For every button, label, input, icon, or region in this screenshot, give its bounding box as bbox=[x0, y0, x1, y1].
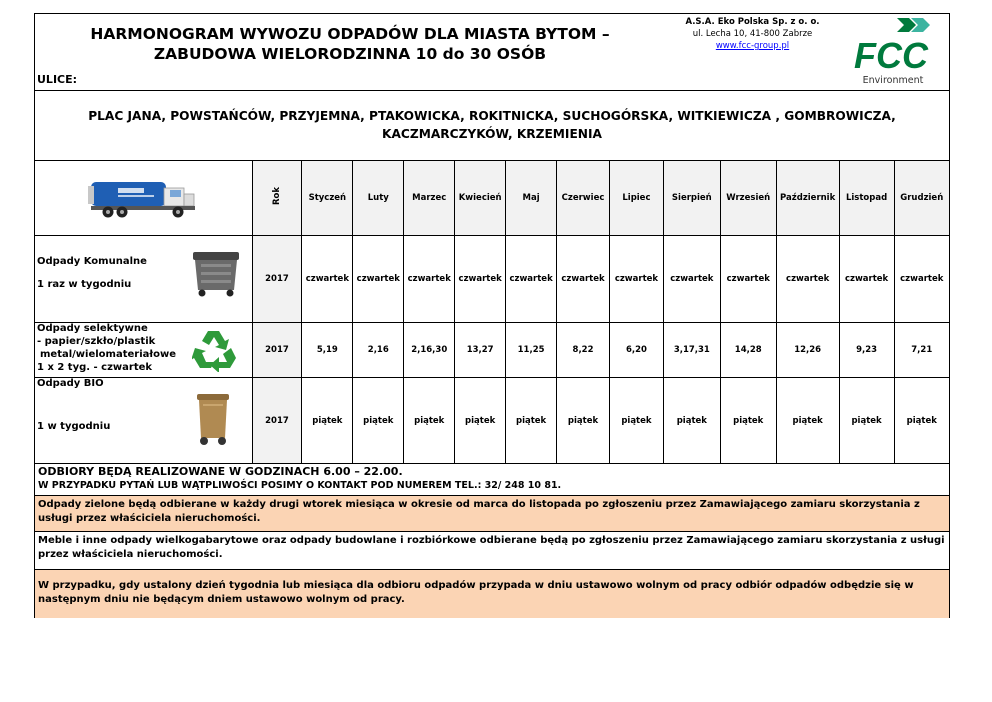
schedule-cell: piątek bbox=[776, 378, 839, 464]
schedule-cell: 11,25 bbox=[506, 323, 557, 378]
streets-line-2: KACZMARCZYKÓW, KRZEMIENIA bbox=[382, 127, 602, 141]
streets-label: ULICE: bbox=[37, 73, 78, 86]
bio-bin-icon bbox=[195, 392, 231, 446]
schedule-cell: 13,27 bbox=[455, 323, 506, 378]
schedule-cell: piątek bbox=[894, 378, 949, 464]
table-row bbox=[35, 378, 949, 464]
company-name: A.S.A. Eko Polska Sp. z o. o. bbox=[685, 17, 820, 27]
waste-bin-icon bbox=[191, 250, 241, 298]
category-title: Odpady Komunalne bbox=[37, 256, 147, 267]
category-frequency: 1 raz w tygodniu bbox=[37, 279, 132, 290]
category-cell-selektywne bbox=[35, 323, 252, 378]
schedule-cell: piątek bbox=[663, 378, 720, 464]
category-cell-komunalne bbox=[35, 236, 252, 323]
schedule-cell: piątek bbox=[455, 378, 506, 464]
year-cell: 2017 bbox=[252, 323, 302, 378]
schedule-cell: czwartek bbox=[302, 236, 353, 323]
schedule-cell: czwartek bbox=[663, 236, 720, 323]
month-header: Czerwiec bbox=[557, 161, 610, 236]
logo-subtext: Environment bbox=[862, 75, 924, 86]
category-title: Odpady selektywne bbox=[37, 323, 148, 334]
month-header: Listopad bbox=[839, 161, 894, 236]
schedule-cell: piątek bbox=[404, 378, 455, 464]
schedule-cell: czwartek bbox=[776, 236, 839, 323]
schedule-cell: 2,16,30 bbox=[404, 323, 455, 378]
year-header-label: Rok bbox=[271, 187, 282, 206]
schedule-cell: czwartek bbox=[404, 236, 455, 323]
truck-cell bbox=[35, 161, 252, 236]
schedule-document bbox=[34, 13, 950, 618]
schedule-cell: piątek bbox=[506, 378, 557, 464]
category-frequency: 1 x 2 tyg. - czwartek bbox=[37, 362, 153, 373]
document-title bbox=[35, 24, 665, 64]
fcc-logo bbox=[853, 16, 945, 86]
month-header: Październik bbox=[776, 161, 839, 236]
year-cell: 2017 bbox=[252, 236, 302, 323]
schedule-cell: piątek bbox=[720, 378, 776, 464]
schedule-cell: piątek bbox=[839, 378, 894, 464]
month-header: Marzec bbox=[404, 161, 455, 236]
holiday-note: W przypadku, gdy ustalony dzień tygodnia lub miesiąca dla odbioru odpadów przypada w dniu ustawowo wolnym od pracy odbiór odpadów odbędzie się w następnym dniu nie będącym dniem ustawowo wolnym od pracy. bbox=[35, 569, 949, 618]
month-header: Lipiec bbox=[609, 161, 663, 236]
month-header: Wrzesień bbox=[720, 161, 776, 236]
green-waste-note: Odpady zielone będą odbierane w każdy drugi wtorek miesiąca w okresie od marca do listopada po zgłoszeniu przez Zamawiającego zamiaru skorzystania z usługi przez właściciela nieruchomości. bbox=[35, 495, 949, 531]
schedule-cell: czwartek bbox=[609, 236, 663, 323]
schedule-cell: czwartek bbox=[557, 236, 610, 323]
schedule-cell: 9,23 bbox=[839, 323, 894, 378]
table-header-row bbox=[35, 161, 949, 236]
schedule-cell: czwartek bbox=[839, 236, 894, 323]
header bbox=[35, 14, 949, 91]
streets-list bbox=[35, 90, 949, 161]
month-header: Grudzień bbox=[894, 161, 949, 236]
schedule-cell: 2,16 bbox=[353, 323, 404, 378]
schedule-cell: piątek bbox=[557, 378, 610, 464]
schedule-cell: 5,19 bbox=[302, 323, 353, 378]
company-info bbox=[655, 16, 850, 52]
schedule-cell: 7,21 bbox=[894, 323, 949, 378]
schedule-cell: czwartek bbox=[506, 236, 557, 323]
schedule-cell: czwartek bbox=[353, 236, 404, 323]
title-line-1: HARMONOGRAM WYWOZU ODPADÓW DLA MIASTA BYTOM – bbox=[90, 25, 610, 43]
collection-info-note bbox=[35, 463, 949, 495]
year-cell: 2017 bbox=[252, 378, 302, 464]
month-header: Maj bbox=[506, 161, 557, 236]
title-line-2: ZABUDOWA WIELORODZINNA 10 do 30 OSÓB bbox=[153, 45, 547, 63]
category-line: - papier/szkło/plastik bbox=[37, 336, 156, 347]
schedule-cell: 3,17,31 bbox=[663, 323, 720, 378]
schedule-table bbox=[35, 160, 949, 464]
category-title: Odpady BIO bbox=[37, 378, 104, 389]
company-address: ul. Lecha 10, 41-800 Zabrze bbox=[692, 29, 813, 39]
month-header: Luty bbox=[353, 161, 404, 236]
category-line: metal/wielomateriałowe bbox=[40, 349, 176, 360]
month-header: Styczeń bbox=[302, 161, 353, 236]
schedule-cell: piątek bbox=[302, 378, 353, 464]
category-frequency: 1 w tygodniu bbox=[37, 421, 111, 432]
schedule-cell: czwartek bbox=[894, 236, 949, 323]
logo-text: FCC bbox=[854, 35, 928, 76]
schedule-cell: piątek bbox=[353, 378, 404, 464]
streets-line-1: PLAC JANA, POWSTAŃCÓW, PRZYJEMNA, PTAKOWICKA, ROKITNICKA, SUCHOGÓRSKA, WITKIEWICZA , GOMBROWICZA, bbox=[88, 109, 896, 123]
collection-hours: ODBIORY BĘDĄ REALIZOWANE W GODZINACH 6.00 – 22.00. bbox=[38, 465, 403, 478]
schedule-cell: czwartek bbox=[455, 236, 506, 323]
schedule-cell: piątek bbox=[609, 378, 663, 464]
schedule-cell: czwartek bbox=[720, 236, 776, 323]
recycle-icon bbox=[192, 328, 238, 372]
schedule-cell: 6,20 bbox=[609, 323, 663, 378]
garbage-truck-icon bbox=[88, 174, 198, 219]
schedule-cell: 8,22 bbox=[557, 323, 610, 378]
company-website-link[interactable]: www.fcc-group.pl bbox=[715, 41, 790, 51]
month-header: Kwiecień bbox=[455, 161, 506, 236]
contact-info: W PRZYPADKU PYTAŃ LUB WĄTPLIWOŚCI POSIMY O KONTAKT POD NUMEREM TEL.: 32/ 248 10 81. bbox=[38, 480, 562, 491]
bulky-waste-note: Meble i inne odpady wielkogabarytowe oraz odpady budowlane i rozbiórkowe odbierane będą po zgłoszeniu przez Zamawiającego zamiaru skorzystania z usługi przez właściciela nieruchomości. bbox=[35, 531, 949, 569]
schedule-cell: 12,26 bbox=[776, 323, 839, 378]
category-cell-bio bbox=[35, 378, 252, 464]
schedule-cell: 14,28 bbox=[720, 323, 776, 378]
table-row bbox=[35, 236, 949, 323]
month-header: Sierpień bbox=[663, 161, 720, 236]
year-column-header bbox=[252, 161, 302, 236]
table-row bbox=[35, 323, 949, 378]
